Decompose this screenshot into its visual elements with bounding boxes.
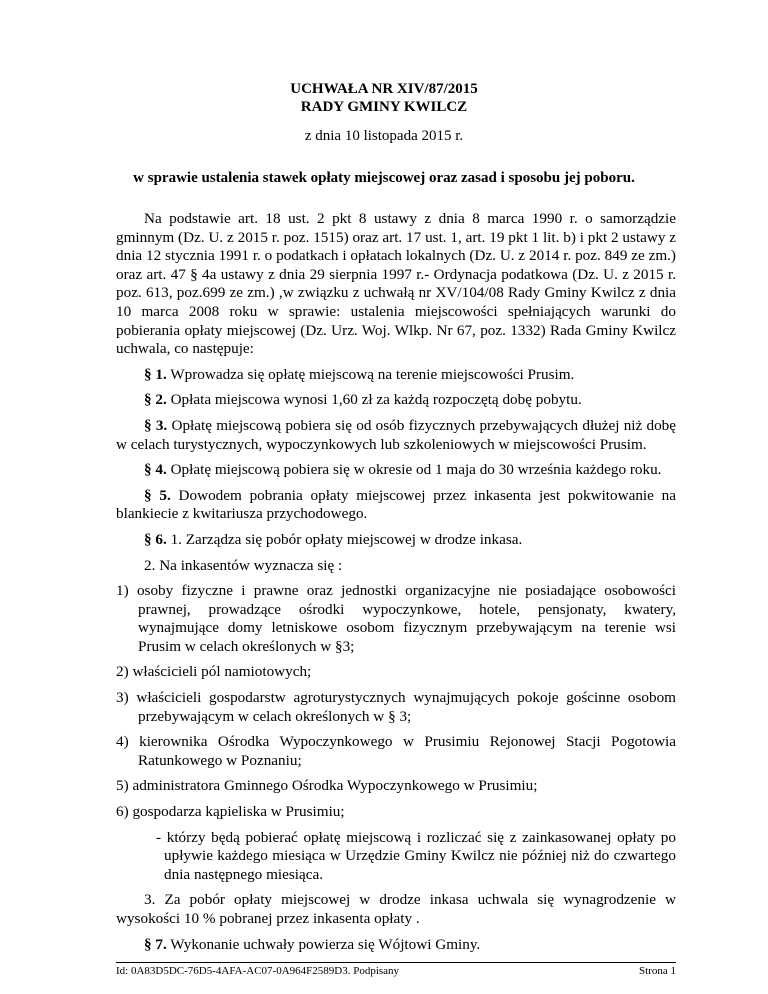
- footer-divider: [116, 962, 676, 963]
- paragraph-4-label: § 4.: [144, 461, 167, 479]
- paragraph-7: [116, 936, 676, 955]
- paragraph-1-label: § 1.: [144, 365, 167, 383]
- list-item: 1) osoby fizyczne i prawne oraz jednostki organizacyjne nie posiadające osobowości prawnej, prowadzące ośrodki wypoczynkowe, hotele, pensjonaty, kwatery, wynajmujące domy letniskowe osobom fizycznym przebywającym na terenie wsi Prusim w celach określonych w §3;: [116, 582, 676, 655]
- paragraph-2-label: § 2.: [144, 391, 167, 409]
- paragraph-5: [116, 487, 676, 524]
- paragraph-6-point-3: 3. Za pobór opłaty miejscowej w drodze inkasa uchwala się wynagrodzenie w wysokości 10 % pobranej przez inkasenta opłaty .: [116, 891, 676, 927]
- paragraph-4: [116, 461, 676, 480]
- paragraph-3: [116, 417, 676, 454]
- paragraph-3-label: § 3.: [144, 416, 168, 434]
- document-body: [116, 210, 676, 961]
- paragraph-1-text: Wprowadza się opłatę miejscową na terenie miejscowości Prusim.: [166, 365, 575, 383]
- paragraph-6-label: § 6.: [144, 530, 167, 548]
- paragraph-6: [116, 531, 676, 550]
- collectors-list: [116, 582, 676, 822]
- title-line-1: UCHWAŁA NR XIV/87/2015: [290, 81, 478, 97]
- list-item: 5) administratora Gminnego Ośrodka Wypoczynkowego w Prusimiu;: [116, 777, 538, 795]
- paragraph-2-text: Opłata miejscowa wynosi 1,60 zł za każdą rozpoczętą dobę pobytu.: [166, 391, 582, 409]
- page-number: Strona 1: [639, 965, 676, 977]
- resolution-subject: w sprawie ustalenia stawek opłaty miejscowej oraz zasad i sposobu jej poboru.: [133, 170, 635, 186]
- resolution-date: z dnia 10 listopada 2015 r.: [304, 128, 464, 144]
- paragraph-2: [116, 391, 676, 410]
- paragraph-5-label: § 5.: [144, 486, 171, 504]
- paragraph-5-text: Dowodem pobrania opłaty miejscowej przez inkasenta jest pokwitowanie na blankiecie z kwitariusza przychodowego.: [116, 486, 677, 523]
- list-item: 3) właścicieli gospodarstw agroturystycznych wynajmujących pokoje gościnne osobom przebywającym w celach określonych w § 3;: [116, 689, 676, 725]
- list-item: 4) kierownika Ośrodka Wypoczynkowego w Prusimiu Rejonowej Stacji Pogotowia Ratunkowego w Poznaniu;: [116, 733, 676, 769]
- paragraph-3-text: Opłatę miejscową pobiera się od osób fizycznych przebywających dłużej niż dobę w celach turystycznych, wypoczynkowych lub szkoleniowych w miejscowości Prusim.: [116, 416, 677, 453]
- paragraph-7-label: § 7.: [144, 935, 167, 953]
- paragraph-1: [116, 366, 676, 385]
- document-id: Id: 0A83D5DC-76D5-4AFA-AC07-0A964F2589D3. Podpisany: [116, 965, 400, 977]
- title-line-2: RADY GMINY KWILCZ: [300, 99, 468, 115]
- intro-paragraph: Na podstawie art. 18 ust. 2 pkt 8 ustawy z dnia 8 marca 1990 r. o samorządzie gminnym (Dz. U. z 2015 r. poz. 1515) oraz art. 17 ust. 1, art. 19 pkt 1 lit. b) i pkt 2 ustawy z dnia 12 stycznia 1991 r. o podatkach i opłatach lokalnych (Dz. U. z 2014 r. poz. 849 ze zm.) oraz art. 47 § 4a ustawy z dnia 29 sierpnia 1997 r.- Ordynacja podatkowa (Dz. U. z 2015 r. poz. 613, poz.699 ze zm.) ,w związku z uchwałą nr XV/104/08 Rady Gminy Kwilcz z dnia 10 marca 2008 roku w sprawie: ustalenia miejscowości spełniających warunki do pobierania opłaty miejscowej (Dz. Urz. Woj. Wlkp. Nr 67, poz. 1332) Rada Gminy Kwilcz uchwala, co następuje:: [116, 210, 676, 358]
- list-item: 2) właścicieli pól namiotowych;: [116, 663, 312, 681]
- collectors-note: - którzy będą pobierać opłatę miejscową i rozliczać się z zainkasowanej opłaty po upływie każdego miesiąca w Urzędzie Gminy Kwilcz nie później niż do czwartego dnia następnego miesiąca.: [156, 828, 676, 883]
- list-item: 6) gospodarza kąpieliska w Prusimiu;: [116, 803, 345, 821]
- paragraph-6-text: 1. Zarządza się pobór opłaty miejscowej w drodze inkasa.: [166, 530, 523, 548]
- paragraph-6-point-2: 2. Na inkasentów wyznacza się :: [144, 556, 343, 574]
- paragraph-4-text: Opłatę miejscową pobiera się w okresie od 1 maja do 30 września każdego roku.: [166, 461, 662, 479]
- resolution-title: [0, 80, 768, 116]
- paragraph-7-text: Wykonanie uchwały powierza się Wójtowi Gminy.: [166, 935, 481, 953]
